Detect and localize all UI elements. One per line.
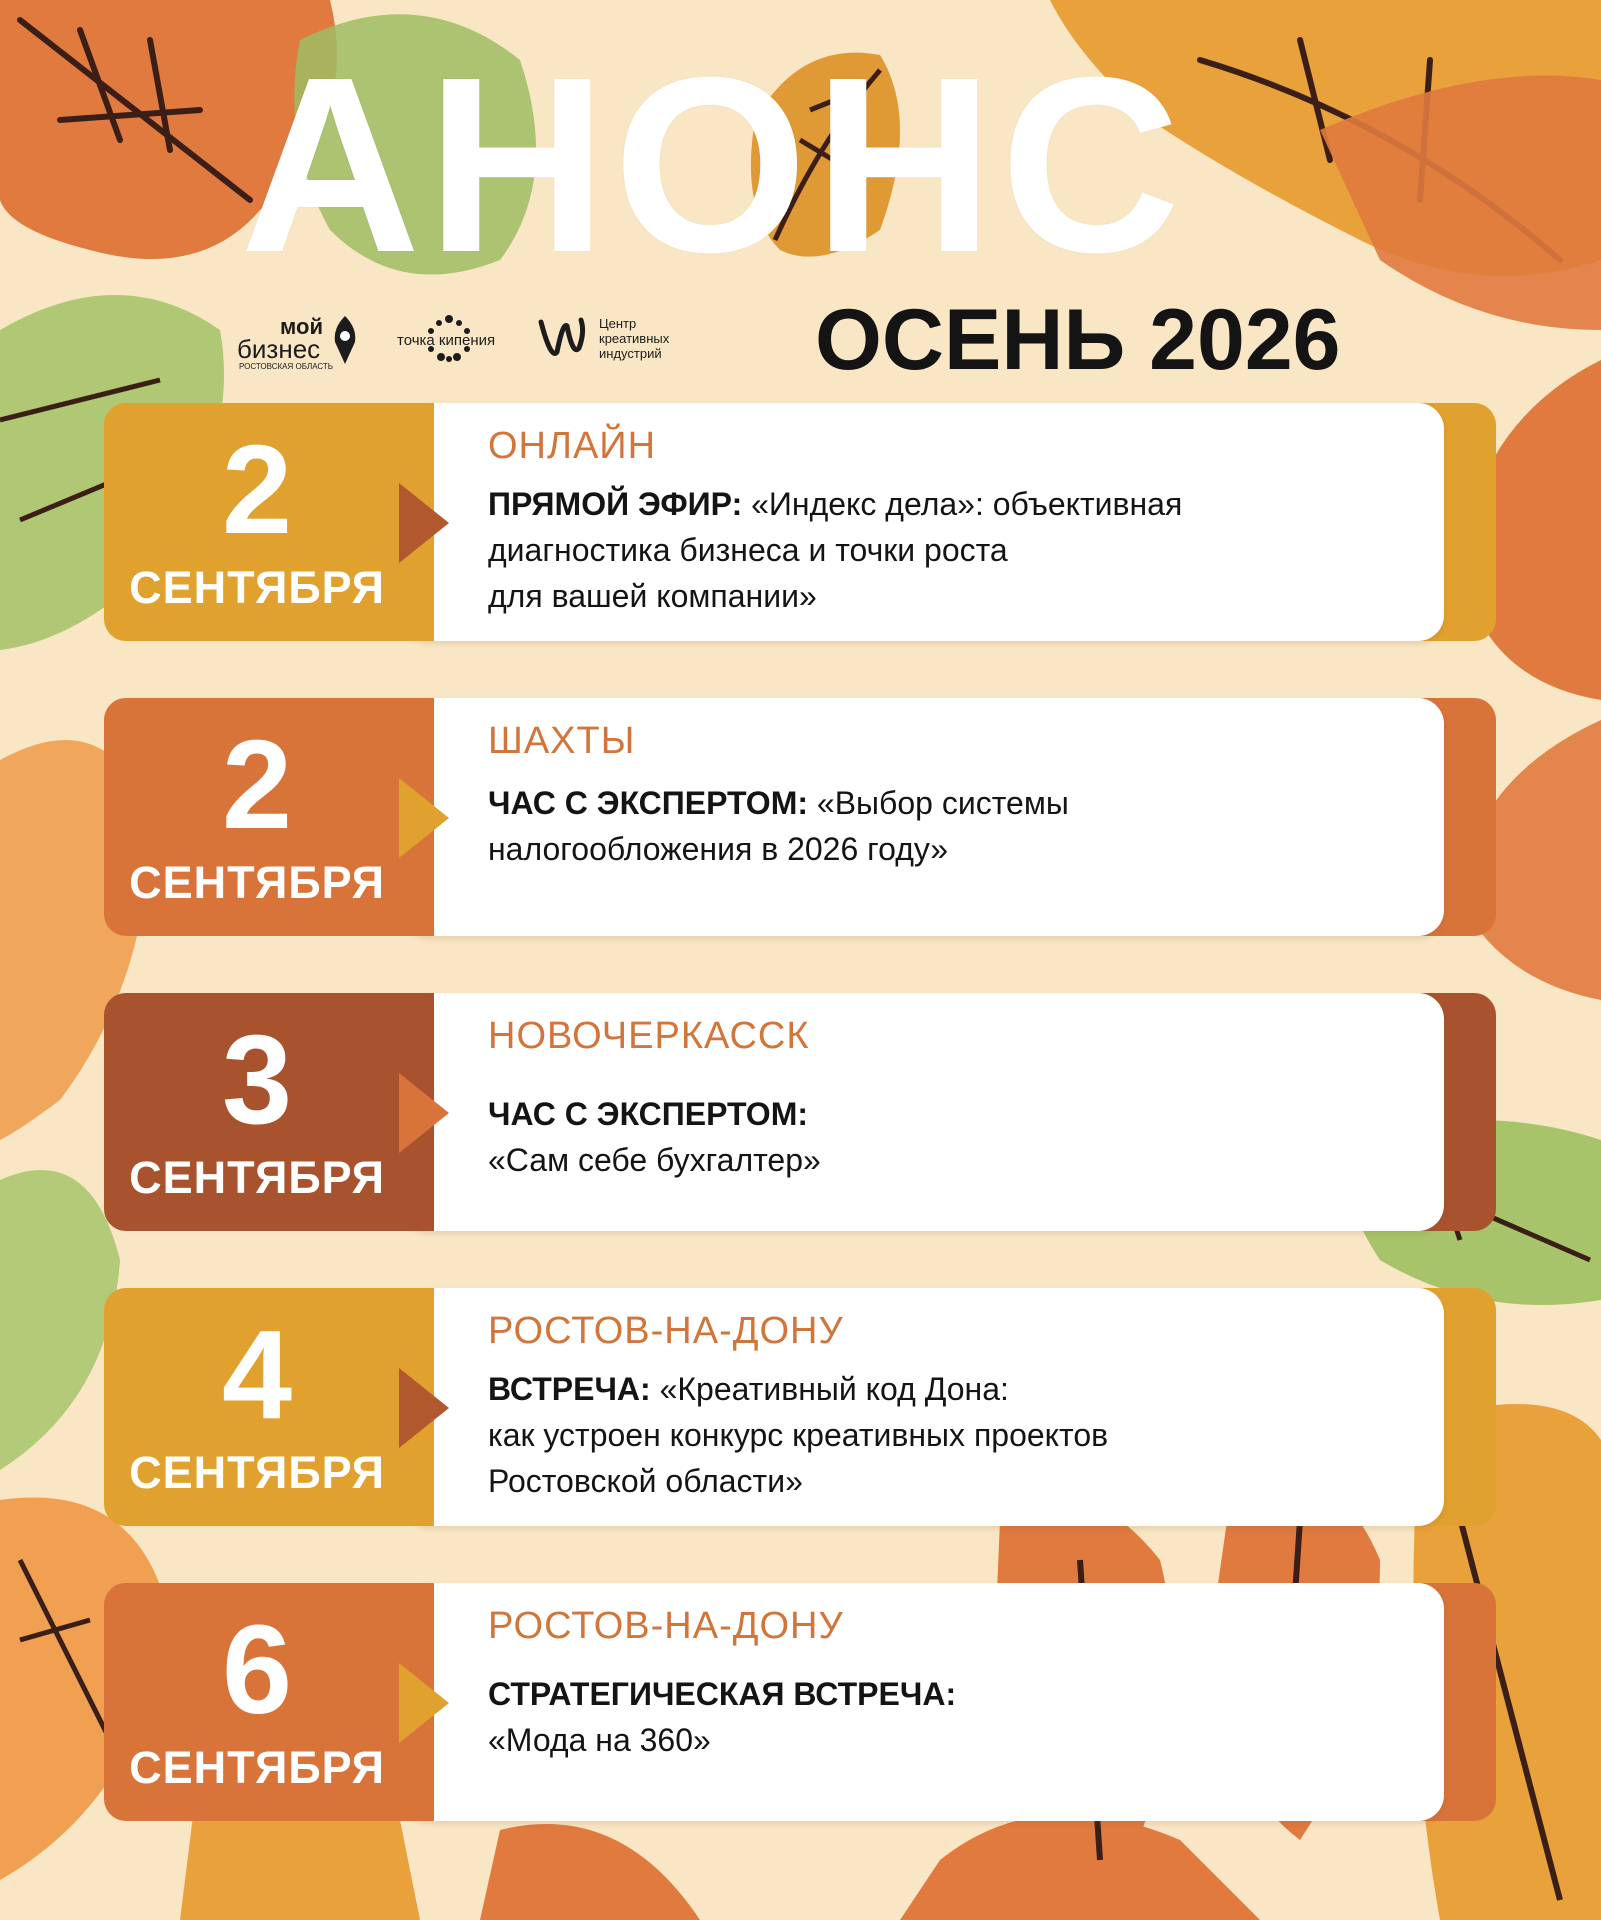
page-subtitle: ОСЕНЬ 2026 bbox=[815, 292, 1341, 388]
event-city: РОСТОВ-НА-ДОНУ bbox=[488, 1310, 844, 1352]
event-row bbox=[104, 993, 1496, 1231]
event-title-line: «Мода на 360» bbox=[488, 1722, 711, 1758]
event-card bbox=[404, 403, 1444, 641]
tochka-kipeniya-text: точка кипения bbox=[397, 332, 496, 349]
event-description bbox=[488, 1366, 1388, 1504]
event-title-line: «Выбор системы bbox=[816, 785, 1069, 821]
event-month: СЕНТЯБРЯ bbox=[129, 562, 385, 613]
event-row bbox=[104, 1288, 1496, 1526]
ck-mark-icon bbox=[533, 312, 589, 368]
event-card bbox=[404, 698, 1444, 936]
event-city: НОВОЧЕРКАССК bbox=[488, 1015, 810, 1057]
event-row bbox=[104, 1583, 1496, 1821]
event-month: СЕНТЯБРЯ bbox=[129, 1152, 385, 1203]
partner-logos bbox=[235, 306, 685, 376]
event-city: ОНЛАЙН bbox=[488, 425, 657, 467]
event-title-line: для вашей компании» bbox=[488, 578, 817, 614]
moy-biznes-logo-line3: РОСТОВСКАЯ ОБЛАСТЬ bbox=[239, 362, 334, 371]
ck-logo-line2: креативных bbox=[599, 331, 670, 346]
moy-biznes-logo-line1: мой bbox=[280, 314, 323, 339]
event-card bbox=[404, 993, 1444, 1231]
event-city: ШАХТЫ bbox=[488, 720, 636, 762]
event-arrow-marker bbox=[399, 1368, 449, 1448]
event-type-label: ЧАС С ЭКСПЕРТОМ: bbox=[488, 785, 817, 821]
event-description bbox=[488, 780, 1388, 872]
event-date-block bbox=[104, 993, 434, 1231]
event-title-line: Ростовской области» bbox=[488, 1463, 803, 1499]
ck-logo-text bbox=[599, 316, 669, 361]
event-row bbox=[104, 403, 1496, 641]
event-description bbox=[488, 481, 1388, 619]
event-arrow-marker bbox=[399, 778, 449, 858]
event-description bbox=[488, 1091, 1388, 1183]
event-month: СЕНТЯБРЯ bbox=[129, 1447, 385, 1498]
event-title-line: «Индекс дела»: объективная bbox=[751, 486, 1183, 522]
event-arrow-marker bbox=[399, 1663, 449, 1743]
event-date-block bbox=[104, 1583, 434, 1821]
event-title-line: налогообложения в 2026 году» bbox=[488, 831, 949, 867]
event-month: СЕНТЯБРЯ bbox=[129, 1742, 385, 1793]
page-title: АНОНС bbox=[240, 25, 1187, 304]
event-city: РОСТОВ-НА-ДОНУ bbox=[488, 1605, 844, 1647]
event-day: 6 bbox=[221, 1599, 293, 1740]
event-description bbox=[488, 1671, 1388, 1763]
event-title-line: «Сам себе бухгалтер» bbox=[488, 1142, 821, 1178]
event-type-label: СТРАТЕГИЧЕСКАЯ ВСТРЕЧА: bbox=[488, 1676, 957, 1712]
event-day: 3 bbox=[221, 1009, 293, 1150]
ck-logo-line3: индустрий bbox=[599, 346, 662, 361]
ck-logo-line1: Центр bbox=[599, 316, 637, 331]
event-row bbox=[104, 698, 1496, 936]
event-title-line: «Креативный код Дона: bbox=[659, 1371, 1009, 1407]
event-date-block bbox=[104, 698, 434, 936]
event-type-label: ВСТРЕЧА: bbox=[488, 1371, 660, 1407]
event-day: 2 bbox=[221, 419, 293, 560]
event-date-block bbox=[104, 1288, 434, 1526]
event-day: 4 bbox=[221, 1304, 293, 1445]
event-day: 2 bbox=[221, 714, 293, 855]
event-title-line: как устроен конкурс креативных проектов bbox=[488, 1417, 1109, 1453]
event-date-block bbox=[104, 403, 434, 641]
event-type-label: ПРЯМОЙ ЭФИР: bbox=[488, 486, 752, 522]
event-card bbox=[404, 1288, 1444, 1526]
event-type-label: ЧАС С ЭКСПЕРТОМ: bbox=[488, 1096, 808, 1132]
rocket-pin-icon bbox=[331, 314, 359, 366]
event-card bbox=[404, 1583, 1444, 1821]
moy-biznes-logo-line2: бизнес bbox=[237, 334, 321, 364]
event-month: СЕНТЯБРЯ bbox=[129, 857, 385, 908]
event-arrow-marker bbox=[399, 1073, 449, 1153]
event-arrow-marker bbox=[399, 483, 449, 563]
event-title-line: диагностика бизнеса и точки роста bbox=[488, 532, 1008, 568]
